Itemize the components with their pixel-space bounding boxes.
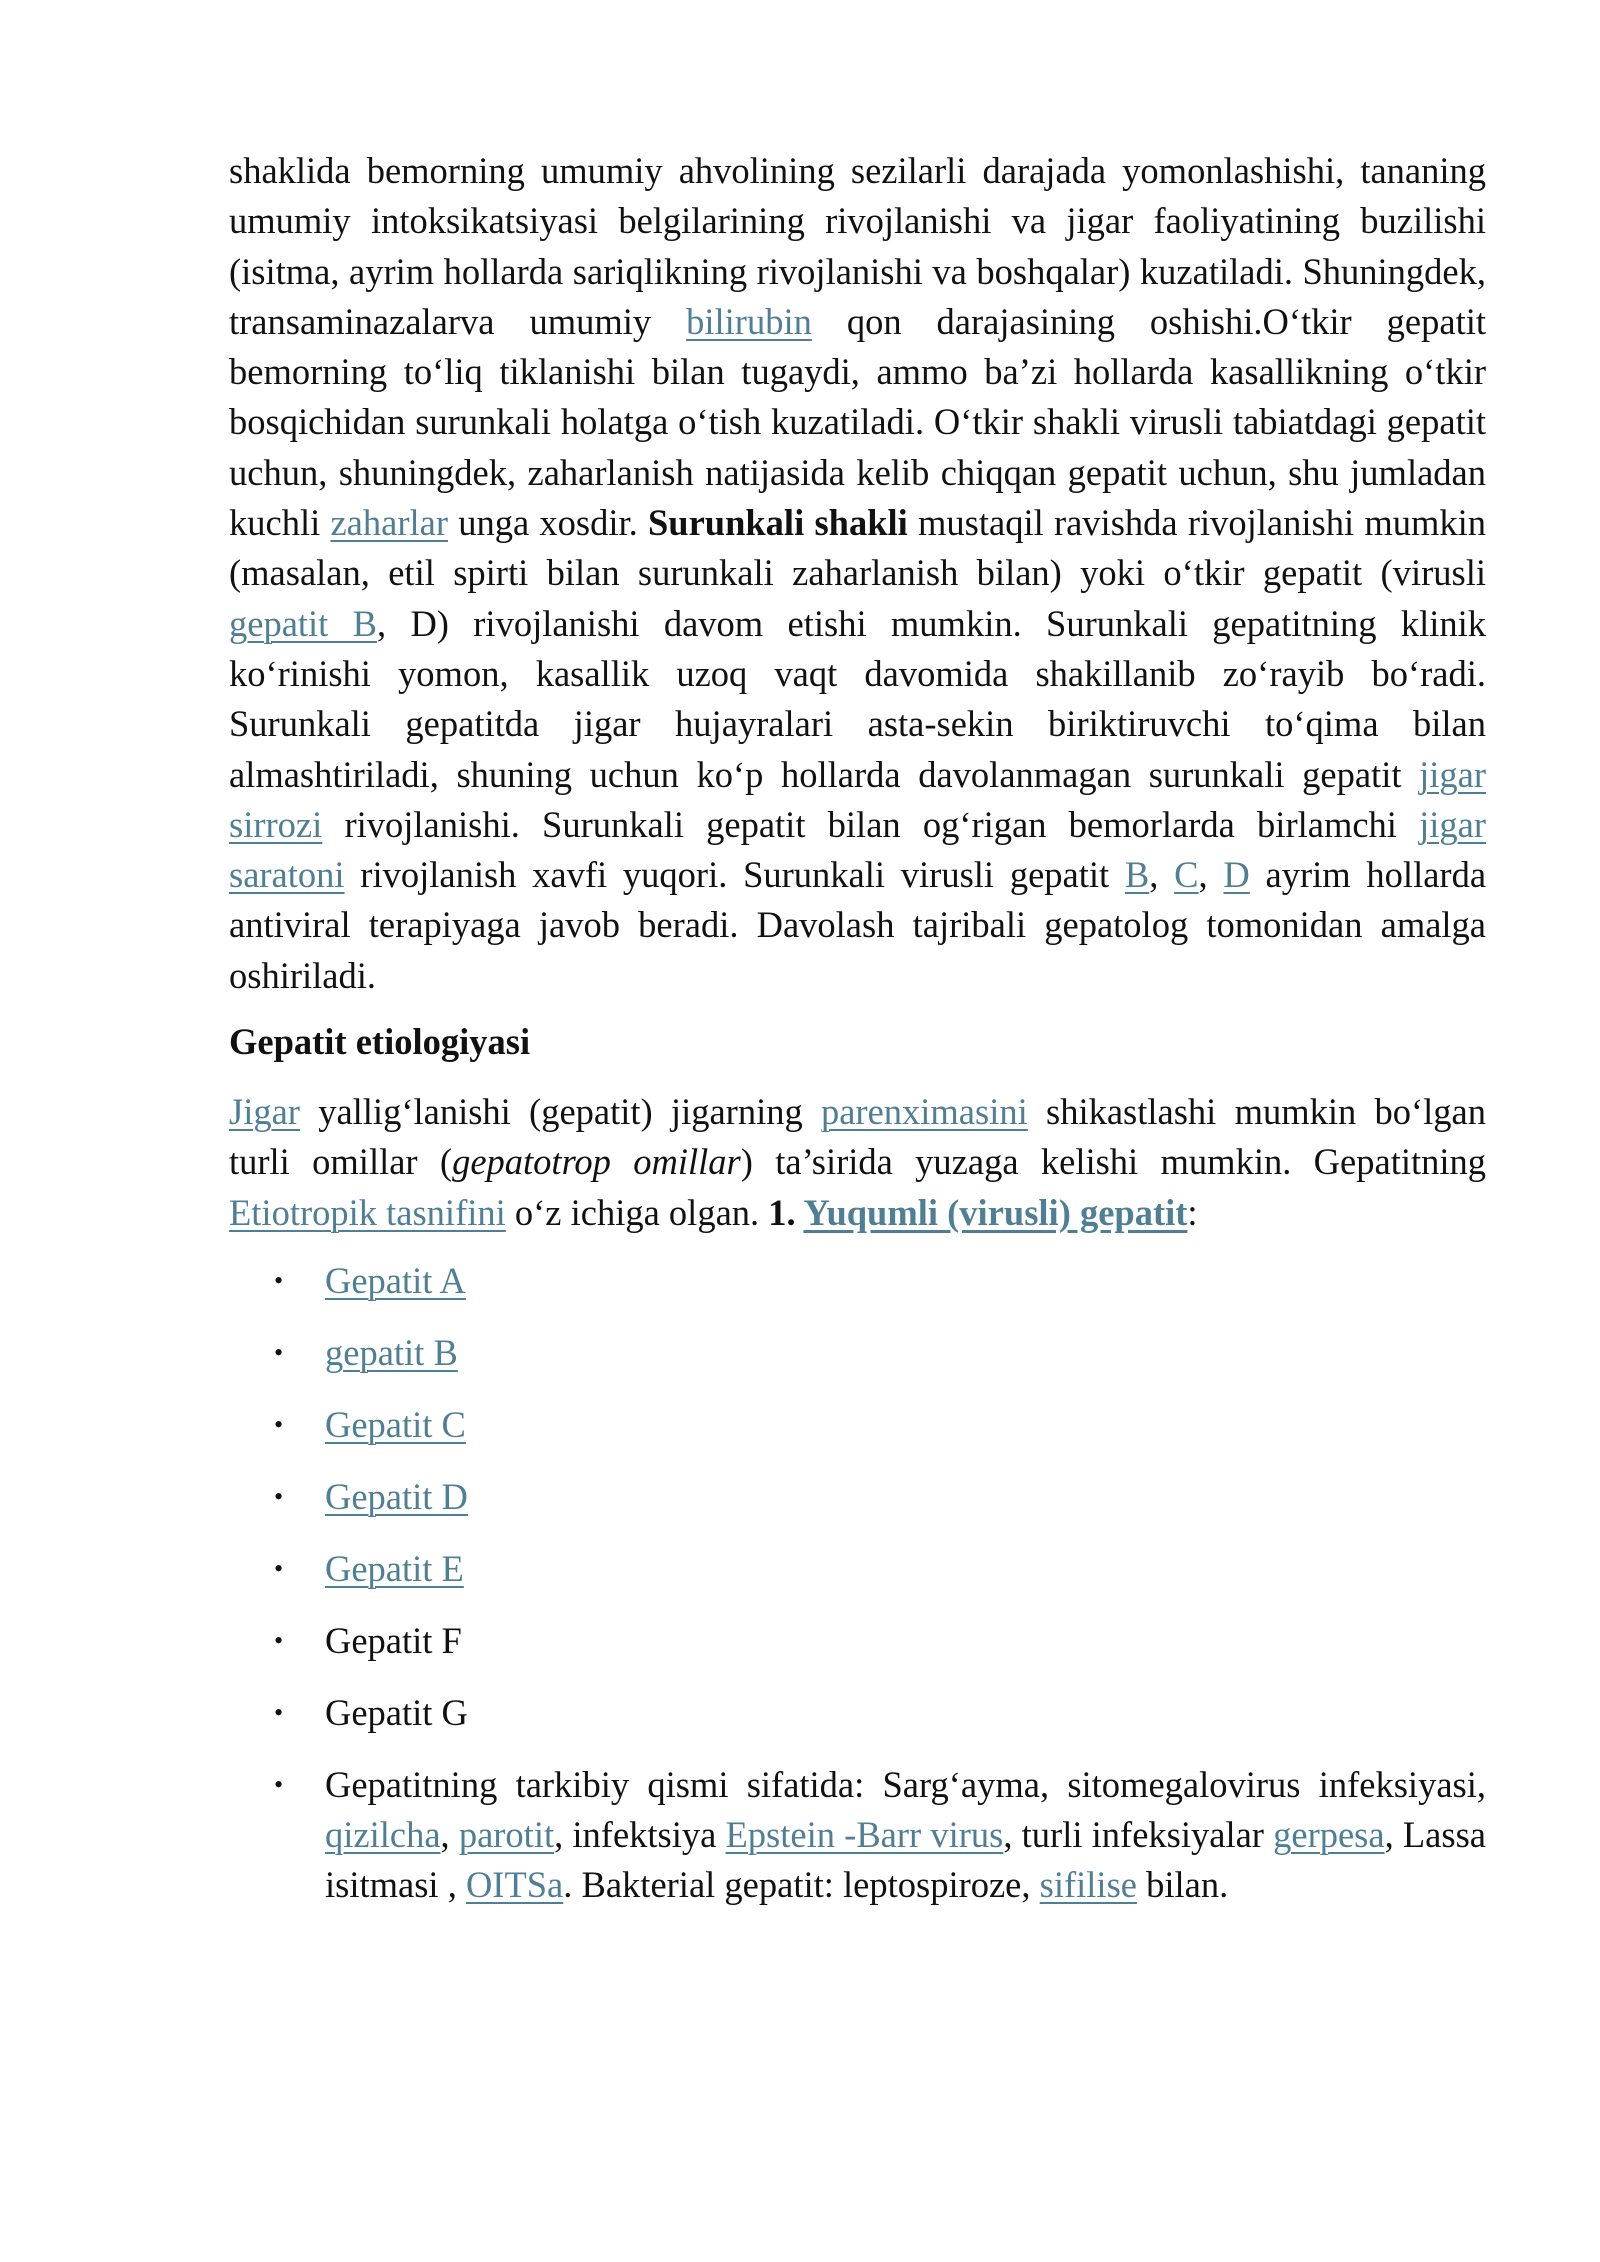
list-item — [229, 1544, 1486, 1594]
link-epstein-barr[interactable]: Epstein -Barr virus — [725, 1814, 1004, 1856]
document-page — [229, 146, 1486, 1932]
bullet-icon: • — [274, 1265, 284, 1295]
link-gerpesa[interactable]: gerpesa — [1273, 1814, 1385, 1856]
text-gepatit-g: Gepatit G — [325, 1691, 468, 1733]
link-d[interactable]: D — [1223, 854, 1250, 896]
list-item-components: • Gepatitning tarkibiy qismi sifatida: Sarg‘ayma, sitomegalovirus infeksiyasi, qizilcha, parotit, infektsiya Epstein -Barr virus, turli infeksiyalar gerpesa, Lassa isitmasi , OITSa. Bakterial gepatit: leptospiroze, sifilise bilan. — [229, 1760, 1486, 1911]
link-qizilcha[interactable]: qizilcha — [325, 1814, 441, 1856]
text-gepatit-f: Gepatit F — [325, 1619, 462, 1661]
link-sifilise[interactable]: sifilise — [1039, 1864, 1137, 1906]
link-bilirubin[interactable]: bilirubin — [686, 300, 812, 342]
bold-number: 1. — [768, 1191, 804, 1233]
link-jigar-sirrozi[interactable]: jigar sirrozi — [229, 753, 1486, 845]
link-parenximasini[interactable]: parenximasini — [820, 1091, 1028, 1133]
link-c[interactable]: C — [1174, 854, 1199, 896]
link-jigar[interactable]: Jigar — [229, 1091, 300, 1133]
italic-gepatotrop: gepatotrop omillar — [452, 1141, 741, 1183]
bullet-icon: • — [274, 1697, 284, 1727]
link-gepatit-b-item[interactable]: gepatit B — [325, 1331, 458, 1373]
paragraph-acute-chronic: shaklida bemorning umumiy ahvolining sezilarli darajada yomonlashishi, tananing umumiy intoksikatsiyasi belgilarining rivojlanishi va jigar faoliyatining buzilishi (isitma, ayrim hollarda sariqlikning rivojlanishi va boshqalar) kuzatiladi. Shuningdek, transaminazalarva umumiy bilirubin qon darajasining oshishi.O‘tkir gepatit bemorning to‘liq tiklanishi bilan tugaydi, ammo ba’zi hollarda kasallikning o‘tkir bosqichidan surunkali holatga o‘tish kuzatiladi. O‘tkir shakli virusli tabiatdagi gepatit uchun, shuningdek, zaharlanish natijasida kelib chiqqan gepatit uchun, shu jumladan kuchli zaharlar unga xosdir. Surunkali shakli mustaqil ravishda rivojlanishi mumkin (masalan, etil spirti bilan surunkali zaharlanish bilan) yoki o‘tkir gepatit (virusli gepatit B, D) rivojlanishi davom etishi mumkin. Surunkali gepatitning klinik ko‘rinishi yomon, kasallik uzoq vaqt davomida shakillanib zo‘rayib bo‘radi. Surunkali gepatitda jigar hujayralari asta-sekin biriktiruvchi to‘qima bilan almashtiriladi, shuning uchun ko‘p hollarda davolanmagan surunkali gepatit jigar sirrozi rivojlanishi. Surunkali gepatit bilan og‘rigan bemorlarda birlamchi jigar saratoni rivojlanish xavfi yuqori. Surunkali virusli gepatit B, C, D ayrim hollarda antiviral terapiyaga javob beradi. Davolash tajribali gepatolog tomonidan amalga oshiriladi. — [229, 150, 1487, 996]
link-yuqumli-gepatit[interactable]: Yuqumli (virusli) gepatit — [803, 1191, 1188, 1233]
link-parotit[interactable]: parotit — [458, 1814, 555, 1856]
link-gepatit-b[interactable]: gepatit B — [229, 602, 377, 644]
list-item — [229, 1616, 1486, 1666]
bold-surunkali-shakli: Surunkali shakli — [647, 502, 908, 544]
bullet-icon: • — [274, 1409, 284, 1439]
paragraph-etiology: Jigar yallig‘lanishi (gepatit) jigarning parenximasini shikastlashi mumkin bo‘lgan turli omillar (gepatotrop omillar) ta’sirida yuzaga kelishi mumkin. Gepatitning Etiotropik tasnifini o‘z ichiga olgan. 1. Yuqumli (virusli) gepatit: — [229, 1091, 1487, 1233]
link-jigar-saratoni[interactable]: jigar saratoni — [229, 803, 1486, 896]
bullet-icon: • — [274, 1481, 284, 1511]
list-item — [229, 1256, 1486, 1306]
list-item — [229, 1688, 1486, 1738]
link-etiotropik-tasnifini[interactable]: Etiotropik tasnifini — [229, 1191, 506, 1233]
link-gepatit-e[interactable]: Gepatit E — [325, 1547, 464, 1589]
link-gepatit-d[interactable]: Gepatit D — [325, 1475, 468, 1517]
link-oitsa[interactable]: OITSa — [465, 1864, 564, 1906]
hepatitis-list — [229, 1256, 1486, 1911]
bullet-icon: • — [274, 1337, 284, 1367]
bullet-icon: • — [274, 1769, 284, 1799]
list-item — [229, 1328, 1486, 1378]
list-item — [229, 1472, 1486, 1522]
link-gepatit-a[interactable]: Gepatit A — [325, 1259, 466, 1301]
link-zaharlar[interactable]: zaharlar — [330, 502, 448, 544]
section-heading: Gepatit etiologiyasi — [229, 1021, 531, 1063]
link-gepatit-c[interactable]: Gepatit C — [325, 1403, 466, 1445]
bullet-icon: • — [274, 1625, 284, 1655]
list-item — [229, 1400, 1486, 1450]
link-b[interactable]: B — [1124, 854, 1150, 896]
bullet-icon: • — [274, 1553, 284, 1583]
